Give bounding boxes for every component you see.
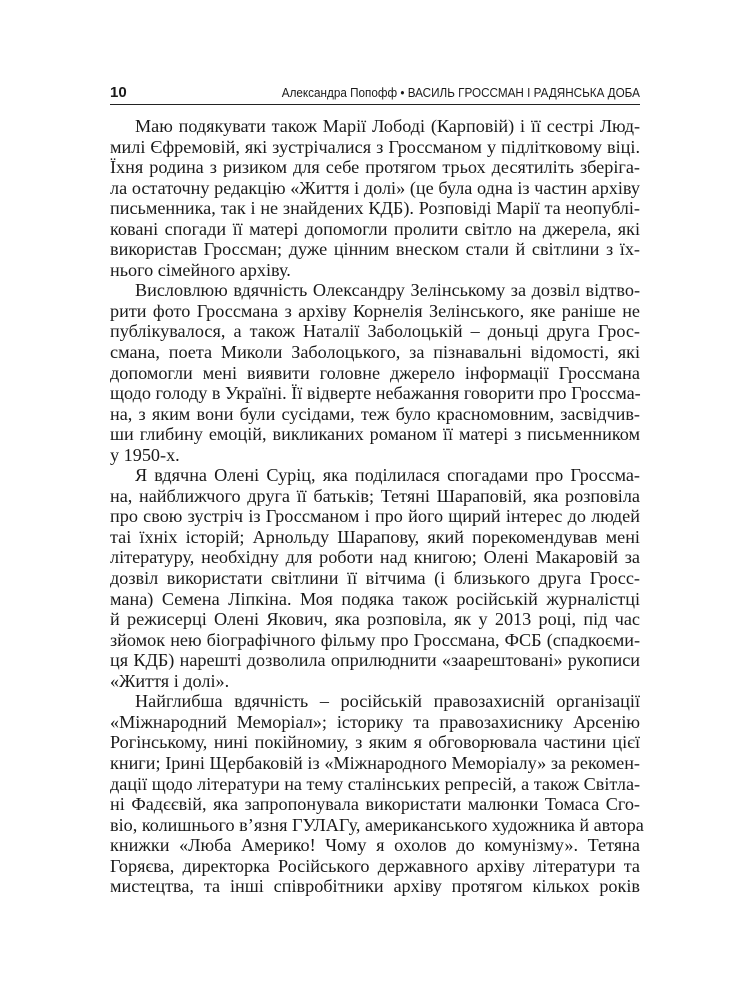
text-line: Я вдячна Олені Суріц, яка поділилася спогадами про Гроссма- (135, 465, 640, 486)
text-line: ця КДБ) нарешті дозволила оприлюднити «заарештовані» рукописи (110, 650, 640, 671)
text-line: у 1950-х. (110, 444, 180, 465)
text-line: смана, поета Миколи Заболоцького, за пізнавальні відомості, які (110, 342, 640, 363)
text-line: ши глибину емоцій, викликаних романом її матері з письменником (110, 424, 640, 445)
text-line: нього сімейного архіву. (110, 259, 291, 280)
text-line: публікувалося, а також Наталії Заболоцькій – доньці друга Грос- (110, 321, 640, 342)
text-line: віо, колишнього в’язня ГУЛАГу, американського художника й автора (110, 814, 644, 835)
body-text (110, 116, 644, 897)
text-line: ла остаточну редакцію «Життя і долі» (це була одна із частин архіву (110, 177, 640, 198)
text-line: Найглибша вдячність – російській правозахисній організації (135, 691, 640, 712)
paragraph (110, 691, 644, 897)
text-line: «Міжнародний Меморіал»; історику та правозахиснику Арсенію (110, 711, 640, 732)
text-line: на, з яким вони були сусідами, теж було красномовним, засвідчив- (110, 403, 640, 424)
text-line: Їхня родина з ризиком для себе протягом трьох десятиліть зберіга- (110, 157, 640, 178)
text-line: письменника, так і не знайдених КДБ). Розповіді Марії та неопублі- (110, 198, 640, 219)
paragraph (110, 465, 640, 691)
running-header (110, 82, 640, 105)
text-line: «Життя і долі». (110, 670, 230, 691)
text-line: книги; Ірині Щербаковій із «Міжнародного Меморіалу» за рекомен- (110, 752, 640, 773)
text-line: дації щодо літератури на тему сталінських репресій, а також Світла- (110, 773, 641, 794)
text-line: Рогінському, нині покійномиу, з яким я обговорювала частини цієї (110, 732, 640, 753)
text-line: книжки «Люба Америко! Чому я охолов до комунізму». Тетяна (110, 835, 640, 856)
text-line: про свою зустріч із Гроссманом і про його щирий інтерес до людей (110, 506, 640, 527)
paragraph (110, 116, 640, 280)
text-line: Горяєва, директорка Російського державного архіву літератури та (110, 855, 640, 876)
paragraph (110, 280, 640, 465)
text-line: Висловлюю вдячність Олександру Зелінському за дозвіл відтво- (135, 280, 640, 301)
text-line: дозвіл використати світлини її вітчима (і близького друга Гросс- (110, 568, 640, 589)
text-line: допомогли мені виявити головне джерело інформації Гроссмана (110, 362, 640, 383)
text-line: літературу, необхідну для роботи над книгою; Олені Макаровій за (110, 547, 640, 568)
text-line: таі їхніх історій; Арнольду Шарапову, який порекомендував мені (110, 526, 640, 547)
text-line: щодо голоду в Україні. Її відверте небажання говорити про Гроссма- (110, 383, 641, 404)
text-line: мистецтва, та інші співробітники архіву протягом кількох років (110, 876, 640, 897)
running-title: Александра Попофф • ВАСИЛЬ ГРОССМАН І РАДЯНСЬКА ДОБА (281, 85, 640, 100)
text-line: Маю подякувати також Марії Лободі (Карповій) і її сестрі Люд- (135, 116, 640, 136)
text-line: використав Гроссман; дуже цінним внеском стали й світлини з їх- (110, 239, 640, 260)
text-line: ні Фадєєвій, яка запропонувала використати малюнки Томаса Сго- (110, 794, 640, 815)
text-line: милі Єфремовій, які зустрічалися з Гроссманом у підлітковому віці. (110, 136, 640, 157)
text-line: рити фото Гроссмана з архіву Корнелія Зелінського, яке раніше не (110, 300, 640, 321)
text-line: на, найближчого друга її батьків; Тетяні Шараповій, яка розповіла (110, 485, 640, 506)
text-line: й режисерці Олені Якович, яка розповіла, як у 2013 році, під час (110, 609, 640, 630)
text-line: мана) Семена Ліпкіна. Моя подяка також російській журналістці (110, 588, 640, 609)
text-line: ковані спогади її матері допомогли пролити світло на джерела, які (110, 218, 640, 239)
text-line: зйомок нею біографічного фільму про Гроссмана, ФСБ (спадкоєми- (110, 629, 640, 650)
page-number: 10 (110, 84, 127, 101)
